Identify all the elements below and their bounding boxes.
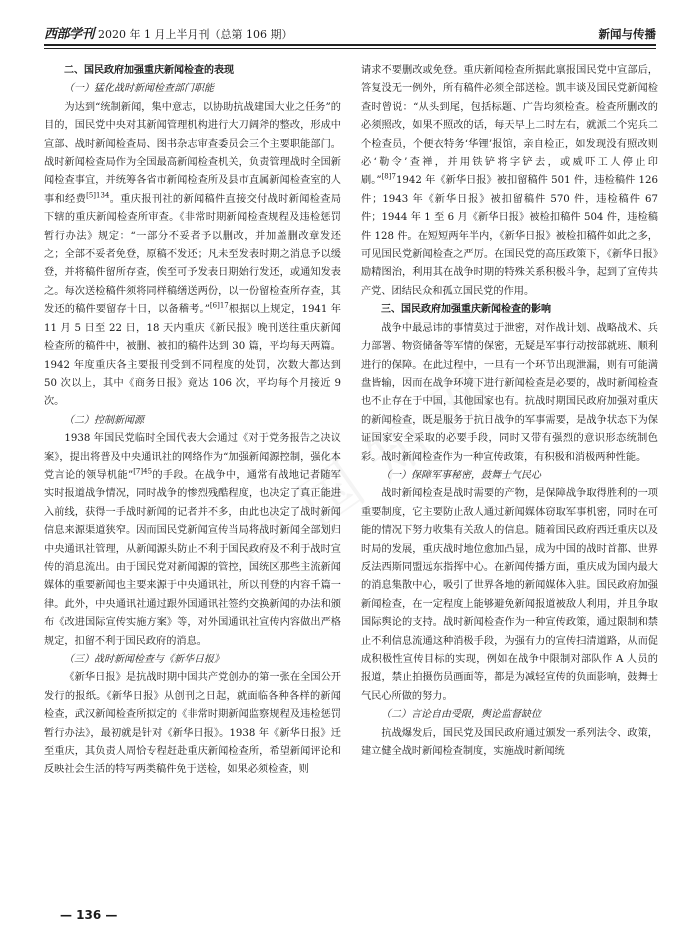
subheading-1: （一）猛化战时新闻检查部门职能 [64, 83, 214, 95]
section-heading-3: 三、国民政府加强重庆新闻检查的影响 [381, 304, 551, 316]
header-rule-thick [44, 44, 656, 46]
paragraph [44, 99, 341, 412]
page-header [44, 20, 656, 42]
header-rule-thin [44, 48, 656, 49]
paragraph: 战争中最忌讳的事情莫过于泄密，对作战计划、战略战术、兵力部署、物资储备等军情的保密，无疑是军事行动按部就班、顺利进行的保障。在此过程中，一旦有一个环节出现泄漏，则有可能满盘皆输，因而在战争环境下进行新闻检查是必要的，战时新闻检查也不止存在于中国，其他国家也有。抗战时期国民政府加强对重庆的新闻检查，既是服务于抗日战争的军事需要，是战争状态下为保证国家安全采取的必要手段，同时又带有强烈的意识形态统制色彩。战时新闻检查作为一种宣传政策，有积极和消极两种性能。 [361, 322, 658, 463]
paragraph-text: 的手段。在战争中，通常有战地记者随军实时报道战争情况，同时战争的惨烈残酷程度，也决定了真正能进入前线，获得一手战时新闻的记者并不多，由此也决定了战时新闻信息来源渠道狭窄。因而国民党新闻宣传当局将战时新闻全部划归中央通讯社管理，从新闻源头防止不利于国民政府及不利于战时宣传的消息流出。由于国民党对新闻源的管控，国统区那些主流新闻媒体的重要新闻也主要来源于中央通讯社，所以刊登的内容千篇一律。此外，中央通讯社通过跟外国通讯社签约交换新闻的办法和颁布《改进国际宣传实施方案》等，对外国通讯社宣传内容做出严格规定，扣留不利于国民政府的消息。 [44, 469, 341, 647]
paragraph-text: 为达到“统制新闻，集中意志，以协助抗战建国大业之任务”的目的，国民党中央对其新闻管理机构进行大刀阔斧的整改，形成中宣部、战时新闻检查局、图书杂志审查委员会三个主要职能部门。战时新闻检查局作为全国最高新闻检查机关，负责管理战时全国新闻检查事宜，并统筹各省市新闻检查所及县市直属新闻检查室的人事和经费 [44, 101, 341, 205]
paragraph [361, 62, 658, 301]
page-number: — 136 — [60, 908, 118, 922]
paragraph-text: 根据以上规定，1941 年 11 月 5 日至 22 日，18 天内重庆《新民报》晚刊送往重庆新闻检查所的稿件中，被删、被扣的稿件达到 30 篇，平均每天两篇。1942 年度重庆各主要报刊受到不同程度的处罚，次数大都达到 50 次以上，其中《商务日报》竟达 106 次，平均每个月接近 9 次。 [44, 304, 341, 408]
journal-info [44, 23, 293, 42]
paragraph-text: 1938 年国民党临时全国代表大会通过《对于党务报告之决议案》，提出将普及中央通讯社的网络作为“加强新闻源控制，强化本党言论的领导机能” [44, 433, 341, 481]
section-title: 新闻与传播 [598, 27, 656, 41]
paragraph-text: 请求不要删改或免登。重庆新闻检查所据此禀报国民党中宣部后，答复没无一例外，所有稿件必须全部送检。凯丰谈及国民党新闻检查时曾说：“从头到尾，包括标题、广告均须检查。检查所删改的必须照改，如果不照改的话，每天早上二时左右，就派二个宪兵二个检查员，个便衣特务‘华锂’报馆，亲自检正，如发现没有照改则必‘勒令’查禅，并用铁铲将字铲去，或威吓工人停止印刷。” [361, 65, 658, 187]
paragraph [44, 430, 341, 651]
citation: [7]45 [133, 467, 153, 476]
citation: [8]7 [381, 173, 396, 182]
issue-info: 2020 年 1 月上半月刊（总第 106 期） [98, 28, 293, 41]
section-heading-2: 二、国民政府加强重庆新闻检查的表现 [64, 65, 234, 76]
citation: [6]17 [209, 301, 229, 310]
citation: [5]134 [86, 191, 110, 200]
paragraph-text: 1942 年《新华日报》被扣留稿件 501 件，违检稿件 126 件；1943 年《新华日报》被扣留稿件 570 件，违检稿件 67 件；1944 年 1 至 6 月《新华日报》被检扣稿件 504 件，违检稿件 128 件。在短短两年半内，《新华日报》被检扣稿件如此之多，可见国民党新闻检查之严厉。在国民党的高压政策下，《新华日报》励精图治，利用其在战争时期的特殊关系积极斗争，起到了宣传共产党、团结民众和孤立国民党的作用。 [361, 175, 658, 297]
paragraph: 抗战爆发后，国民党及国民政府通过颁发一系列法令、政策，建立健全战时新闻检查制度，实施战时新闻统 [361, 727, 658, 758]
subheading-1: （一）保障军事秘密，鼓舞士气民心 [381, 469, 541, 481]
paragraph: 战时新闻检查是战时需要的产物，是保障战争取得胜利的一项重要制度，它主要防止敌人通过新闻媒体窃取军事机密，同时在可能的情况下努力收集有关敌人的信息。随着国民政府西迁重庆以及时局的发展，重庆战时地位愈加凸显，成为中国的战时首都、世界反法西斯同盟远东指挥中心。在新闻传播方面，重庆成为国内最大的消息集散中心，吸引了世界各地的新闻媒体入驻。国民政府加强新闻检查，在一定程度上能够避免新闻报道被敌人利用，并且争取国际舆论的支持。战时新闻检查作为一种宣传政策，通过限制和禁止不利信息流通这种消极手段，为强有力的宣传扫清道路，从而促成积极性宣传目标的实现，例如在战争中限制对部队作 A 人员的报道，禁止拍摄伤员画面等，都是为减轻宣传的负面影响，鼓舞士气民心所做的努力。 [361, 488, 658, 702]
subheading-3: （三）战时新闻检查与《新华日报》 [64, 654, 224, 665]
left-column [44, 62, 341, 780]
paragraph: 《新华日报》是抗战时期中国共产党创办的第一张在全国公开发行的报纸。《新华日报》从创刊之日起，就面临各种各样的新闻检查，武汉新闻检查所拟定的《非常时期新闻监察规程及违检惩罚暂行办法》，最初就是针对《新华日报》。1938 年《新华日报》迁至重庆，其负责人周恰专程赶赴重庆新闻检查所，希望新闻评论和反映社会生活的特写两类稿件免于送检，如果必须检查，则 [44, 672, 341, 776]
paragraph-text: 。重庆报刊社的新闻稿件直接交付战时新闻检查局下辖的重庆新闻检查所审查。《非常时期新闻检查规程及违检惩罚暂行办法》规定：“一部分不妥者予以删改，并加盖删改章发还之；全部不妥者免登，原稿不发还；凡未至发表时期之消息予以缓登，并将稿件留所存查，俟至可予发表日期始行发还，或通知发表之。每次送检稿件须将同样稿缮送两份，以一份留检查所存查，其发还的稿件要留存十日，以备稽考。” [44, 193, 342, 316]
subheading-2: （二）控制新闻源 [64, 414, 144, 426]
subheading-2: （二）言论自由受限，舆论监督缺位 [381, 709, 541, 721]
right-column [361, 62, 658, 761]
journal-logo: 西部学刊 [44, 27, 95, 42]
